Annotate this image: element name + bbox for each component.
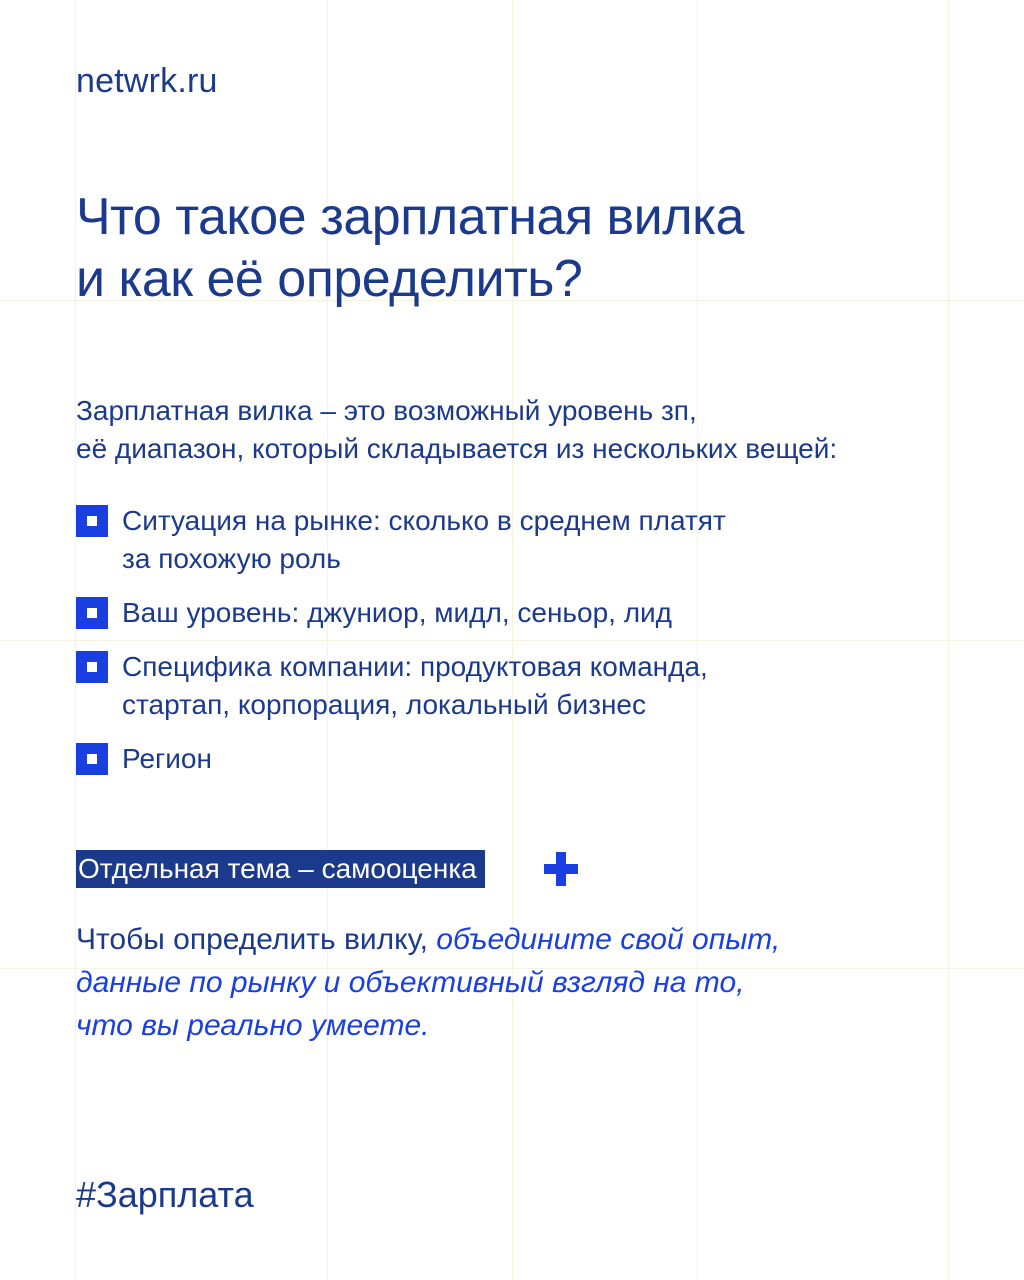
list-item-line: Ситуация на рынке: сколько в среднем платят [122, 505, 726, 536]
plus-icon [544, 852, 578, 886]
list-item-line: стартап, корпорация, локальный бизнес [122, 689, 646, 720]
square-bullet-icon [76, 651, 108, 683]
page-title-line: и как её определить? [76, 250, 583, 308]
conclusion-line [76, 918, 780, 961]
list-item [76, 740, 976, 778]
factor-list [76, 502, 976, 778]
intro-line: Зарплатная вилка – это возможный уровень зп, [76, 395, 697, 426]
square-bullet-icon [76, 597, 108, 629]
list-item-line: Ваш уровень: джуниор, мидл, сеньор, лид [122, 597, 673, 628]
topic-tag-row [76, 850, 485, 888]
square-bullet-icon [76, 505, 108, 537]
conclusion-plain-text: Чтобы определить вилку, [76, 923, 437, 956]
topic-highlight-label: Отдельная тема – самооценка [76, 850, 485, 888]
page-title-line: Что такое зарплатная вилка [76, 188, 744, 246]
square-bullet-icon [76, 743, 108, 775]
brand-logo-text[interactable]: netwrk.ru [76, 62, 218, 100]
conclusion-emphasis: что вы реально умеете. [76, 1009, 430, 1042]
hashtag[interactable]: #Зарплата [76, 1174, 254, 1215]
list-item [76, 648, 976, 724]
intro-paragraph [76, 392, 837, 468]
list-item-line: Специфика компании: продуктовая команда, [122, 651, 708, 682]
conclusion-paragraph [76, 918, 780, 1047]
list-item [76, 502, 976, 578]
list-item [76, 594, 976, 632]
page-title [76, 186, 744, 310]
intro-line: её диапазон, который складывается из нескольких вещей: [76, 433, 838, 464]
list-item-line: Регион [122, 743, 212, 774]
conclusion-emphasis: данные по рынку и объективный взгляд на то, [76, 966, 745, 999]
conclusion-emphasis: объедините свой опыт, [436, 923, 781, 956]
list-item-line: за похожую роль [122, 543, 341, 574]
